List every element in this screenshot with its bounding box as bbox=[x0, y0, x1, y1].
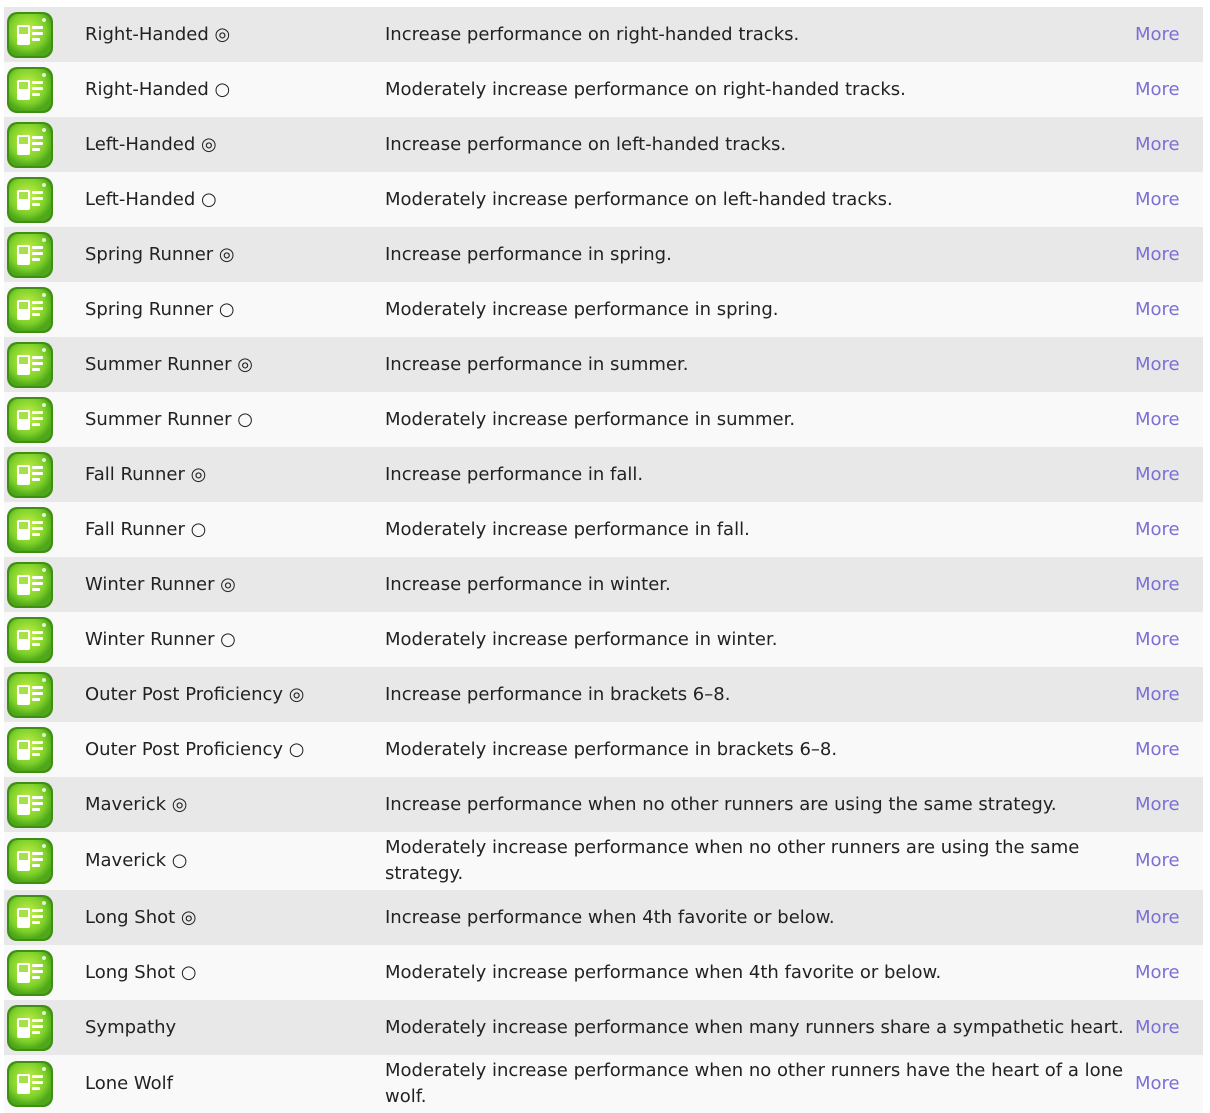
skill-description: Moderately increase performance in winter. bbox=[385, 612, 1135, 667]
skill-icon-cell bbox=[4, 890, 56, 945]
more-link[interactable]: More bbox=[1135, 793, 1180, 815]
skill-row bbox=[4, 777, 1203, 832]
spacer-cell bbox=[56, 722, 85, 777]
skill-card-icon bbox=[4, 1060, 56, 1108]
skill-row bbox=[4, 612, 1203, 667]
spacer-cell bbox=[56, 172, 85, 227]
skill-card-icon bbox=[4, 506, 56, 554]
skill-card-icon bbox=[4, 396, 56, 444]
skill-row bbox=[4, 172, 1203, 227]
skill-row bbox=[4, 227, 1203, 282]
skill-row bbox=[4, 337, 1203, 392]
skill-name: Lone Wolf bbox=[85, 1055, 385, 1113]
more-cell bbox=[1135, 227, 1203, 282]
more-link[interactable]: More bbox=[1135, 1016, 1180, 1038]
skill-description: Moderately increase performance on left-handed tracks. bbox=[385, 172, 1135, 227]
spacer-cell bbox=[56, 62, 85, 117]
skill-name: Maverick ○ bbox=[85, 832, 385, 890]
skill-card-icon bbox=[4, 66, 56, 114]
skill-row bbox=[4, 557, 1203, 612]
more-link[interactable]: More bbox=[1135, 298, 1180, 320]
more-cell bbox=[1135, 1055, 1203, 1113]
skill-name: Winter Runner ○ bbox=[85, 612, 385, 667]
skill-row bbox=[4, 282, 1203, 337]
more-cell bbox=[1135, 337, 1203, 392]
skill-card-icon bbox=[4, 837, 56, 885]
skill-description: Increase performance on left-handed tracks. bbox=[385, 117, 1135, 172]
skill-row bbox=[4, 62, 1203, 117]
skill-name: Right-Handed ○ bbox=[85, 62, 385, 117]
skill-card-icon bbox=[4, 121, 56, 169]
skill-description: Increase performance in summer. bbox=[385, 337, 1135, 392]
skill-row bbox=[4, 7, 1203, 62]
skill-row bbox=[4, 890, 1203, 945]
skill-icon-cell bbox=[4, 117, 56, 172]
more-cell bbox=[1135, 7, 1203, 62]
more-link[interactable]: More bbox=[1135, 628, 1180, 650]
skill-name: Maverick ◎ bbox=[85, 777, 385, 832]
skill-name: Outer Post Proficiency ◎ bbox=[85, 667, 385, 722]
skill-description: Moderately increase performance on right-handed tracks. bbox=[385, 62, 1135, 117]
skill-name: Left-Handed ○ bbox=[85, 172, 385, 227]
skill-description: Moderately increase performance when no other runners are using the same strategy. bbox=[385, 832, 1135, 890]
skill-row bbox=[4, 392, 1203, 447]
skill-icon-cell bbox=[4, 832, 56, 890]
spacer-cell bbox=[56, 502, 85, 557]
more-cell bbox=[1135, 777, 1203, 832]
skill-table-body bbox=[4, 7, 1203, 1113]
skill-card-icon bbox=[4, 949, 56, 997]
skill-description: Moderately increase performance in spring. bbox=[385, 282, 1135, 337]
skill-card-icon bbox=[4, 176, 56, 224]
more-link[interactable]: More bbox=[1135, 518, 1180, 540]
more-cell bbox=[1135, 832, 1203, 890]
skill-icon-cell bbox=[4, 945, 56, 1000]
skill-description: Moderately increase performance in fall. bbox=[385, 502, 1135, 557]
skill-row bbox=[4, 502, 1203, 557]
spacer-cell bbox=[56, 447, 85, 502]
skill-description: Moderately increase performance in brackets 6–8. bbox=[385, 722, 1135, 777]
more-cell bbox=[1135, 667, 1203, 722]
spacer-cell bbox=[56, 667, 85, 722]
skill-description: Increase performance in winter. bbox=[385, 557, 1135, 612]
more-link[interactable]: More bbox=[1135, 850, 1180, 871]
skill-icon-cell bbox=[4, 7, 56, 62]
skill-icon-cell bbox=[4, 1000, 56, 1055]
skill-card-icon bbox=[4, 231, 56, 279]
skill-description: Moderately increase performance when no other runners have the heart of a lone wolf. bbox=[385, 1055, 1135, 1113]
skill-table bbox=[4, 7, 1203, 1113]
skill-card-icon bbox=[4, 561, 56, 609]
skill-card-icon bbox=[4, 726, 56, 774]
spacer-cell bbox=[56, 890, 85, 945]
spacer-cell bbox=[56, 832, 85, 890]
skill-row bbox=[4, 1055, 1203, 1113]
more-link[interactable]: More bbox=[1135, 906, 1180, 928]
more-cell bbox=[1135, 282, 1203, 337]
more-cell bbox=[1135, 172, 1203, 227]
skill-description: Increase performance in brackets 6–8. bbox=[385, 667, 1135, 722]
more-link[interactable]: More bbox=[1135, 23, 1180, 45]
spacer-cell bbox=[56, 1000, 85, 1055]
more-link[interactable]: More bbox=[1135, 133, 1180, 155]
skill-icon-cell bbox=[4, 172, 56, 227]
skill-icon-cell bbox=[4, 392, 56, 447]
skill-name: Spring Runner ○ bbox=[85, 282, 385, 337]
skill-row bbox=[4, 1000, 1203, 1055]
more-cell bbox=[1135, 612, 1203, 667]
more-link[interactable]: More bbox=[1135, 573, 1180, 595]
more-cell bbox=[1135, 447, 1203, 502]
skill-description: Increase performance in fall. bbox=[385, 447, 1135, 502]
skill-description: Moderately increase performance when many runners share a sympathetic heart. bbox=[385, 1000, 1135, 1055]
skill-icon-cell bbox=[4, 722, 56, 777]
spacer-cell bbox=[56, 7, 85, 62]
more-link[interactable]: More bbox=[1135, 188, 1180, 210]
skill-name: Left-Handed ◎ bbox=[85, 117, 385, 172]
skill-card-icon bbox=[4, 781, 56, 829]
skill-icon-cell bbox=[4, 612, 56, 667]
skill-row bbox=[4, 667, 1203, 722]
skill-name: Sympathy bbox=[85, 1000, 385, 1055]
skill-description: Increase performance when 4th favorite or below. bbox=[385, 890, 1135, 945]
skill-card-icon bbox=[4, 451, 56, 499]
spacer-cell bbox=[56, 227, 85, 282]
skill-name: Right-Handed ◎ bbox=[85, 7, 385, 62]
more-cell bbox=[1135, 1000, 1203, 1055]
more-link[interactable]: More bbox=[1135, 243, 1180, 265]
spacer-cell bbox=[56, 777, 85, 832]
skill-card-icon bbox=[4, 1004, 56, 1052]
skill-icon-cell bbox=[4, 227, 56, 282]
skill-row bbox=[4, 945, 1203, 1000]
skill-row bbox=[4, 832, 1203, 890]
skill-name: Summer Runner ○ bbox=[85, 392, 385, 447]
skill-icon-cell bbox=[4, 667, 56, 722]
spacer-cell bbox=[56, 945, 85, 1000]
skill-name: Outer Post Proficiency ○ bbox=[85, 722, 385, 777]
skill-icon-cell bbox=[4, 282, 56, 337]
skill-card-icon bbox=[4, 286, 56, 334]
more-cell bbox=[1135, 722, 1203, 777]
skill-icon-cell bbox=[4, 447, 56, 502]
skill-description: Moderately increase performance in summer. bbox=[385, 392, 1135, 447]
more-cell bbox=[1135, 392, 1203, 447]
more-link[interactable]: More bbox=[1135, 683, 1180, 705]
spacer-cell bbox=[56, 392, 85, 447]
more-link[interactable]: More bbox=[1135, 738, 1180, 760]
skill-row bbox=[4, 117, 1203, 172]
skill-description: Increase performance on right-handed tracks. bbox=[385, 7, 1135, 62]
skill-card-icon bbox=[4, 11, 56, 59]
spacer-cell bbox=[56, 612, 85, 667]
more-cell bbox=[1135, 945, 1203, 1000]
skill-name: Long Shot ○ bbox=[85, 945, 385, 1000]
more-cell bbox=[1135, 62, 1203, 117]
more-link[interactable]: More bbox=[1135, 353, 1180, 375]
skill-row bbox=[4, 447, 1203, 502]
skill-icon-cell bbox=[4, 777, 56, 832]
more-link[interactable]: More bbox=[1135, 78, 1180, 100]
more-link[interactable]: More bbox=[1135, 463, 1180, 485]
skill-name: Spring Runner ◎ bbox=[85, 227, 385, 282]
spacer-cell bbox=[56, 282, 85, 337]
skill-name: Fall Runner ◎ bbox=[85, 447, 385, 502]
more-link[interactable]: More bbox=[1135, 961, 1180, 983]
skill-card-icon bbox=[4, 671, 56, 719]
more-cell bbox=[1135, 557, 1203, 612]
skill-icon-cell bbox=[4, 502, 56, 557]
skill-icon-cell bbox=[4, 557, 56, 612]
spacer-cell bbox=[56, 1055, 85, 1113]
skill-card-icon bbox=[4, 616, 56, 664]
more-cell bbox=[1135, 890, 1203, 945]
skill-description: Increase performance in spring. bbox=[385, 227, 1135, 282]
skill-name: Winter Runner ◎ bbox=[85, 557, 385, 612]
skill-icon-cell bbox=[4, 337, 56, 392]
spacer-cell bbox=[56, 117, 85, 172]
skill-description: Increase performance when no other runners are using the same strategy. bbox=[385, 777, 1135, 832]
more-link[interactable]: More bbox=[1135, 408, 1180, 430]
spacer-cell bbox=[56, 557, 85, 612]
skill-row bbox=[4, 722, 1203, 777]
skill-description: Moderately increase performance when 4th favorite or below. bbox=[385, 945, 1135, 1000]
more-cell bbox=[1135, 117, 1203, 172]
spacer-cell bbox=[56, 337, 85, 392]
more-link[interactable]: More bbox=[1135, 1073, 1180, 1094]
skill-name: Long Shot ◎ bbox=[85, 890, 385, 945]
skill-name: Summer Runner ◎ bbox=[85, 337, 385, 392]
skill-name: Fall Runner ○ bbox=[85, 502, 385, 557]
skill-card-icon bbox=[4, 341, 56, 389]
skill-icon-cell bbox=[4, 62, 56, 117]
more-cell bbox=[1135, 502, 1203, 557]
skill-icon-cell bbox=[4, 1055, 56, 1113]
skill-card-icon bbox=[4, 894, 56, 942]
